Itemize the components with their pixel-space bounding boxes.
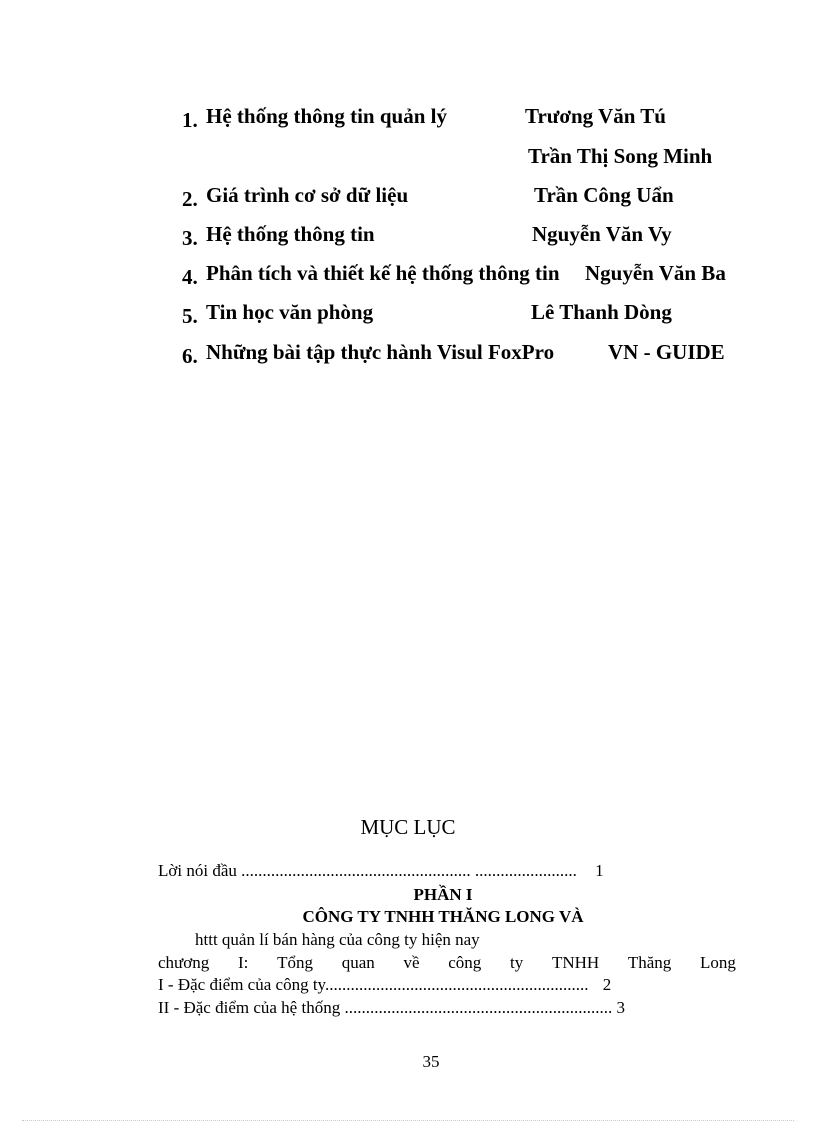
- toc-entry-label: Lời nói đầu: [158, 861, 237, 880]
- chapter-word: Long: [700, 953, 736, 972]
- reference-number: 2.: [182, 187, 198, 211]
- toc-page-number: 2: [602, 975, 612, 994]
- chapter-word: về: [403, 953, 420, 972]
- reference-author: Trần Công Uẩn: [534, 183, 674, 207]
- reference-title: Phân tích và thiết kế hệ thống thông tin: [206, 261, 560, 285]
- part-title: PHẦN I: [413, 885, 473, 904]
- toc-item: [158, 998, 625, 1018]
- reference-author: Trần Thị Song Minh: [528, 144, 713, 168]
- reference-author: Trương Văn Tú: [525, 104, 666, 128]
- chapter-word: quan: [341, 953, 375, 972]
- toc-page-number: 1: [595, 861, 604, 880]
- toc-item: [158, 975, 611, 995]
- reference-author: VN - GUIDE: [608, 340, 725, 364]
- reference-number: 1.: [182, 108, 198, 132]
- toc-preface-line: [158, 861, 604, 881]
- reference-number: 6.: [182, 344, 198, 368]
- reference-number: 4.: [182, 265, 198, 289]
- chapter-word: công: [448, 953, 482, 972]
- toc-entry-label: I - Đặc điểm của công ty: [158, 975, 325, 994]
- toc-entry-label: II - Đặc điểm của hệ thống: [158, 998, 341, 1017]
- reference-title: Hệ thống thông tin quản lý: [206, 104, 447, 128]
- reference-author: Nguyễn Văn Ba: [585, 261, 726, 285]
- reference-title: Những bài tập thực hành Visul FoxPro: [206, 340, 555, 364]
- reference-title: Tin học văn phòng: [206, 300, 374, 324]
- toc-leader-dots: ...................................................... ........................: [241, 861, 577, 880]
- chapter-word: ty: [509, 953, 524, 972]
- reference-number: 5.: [182, 304, 198, 328]
- reference-title: Hệ thống thông tin: [206, 222, 375, 246]
- chapter-word: I:: [237, 953, 249, 972]
- chapter-word: TNHH: [551, 953, 600, 972]
- part-subtitle-continued: httt quản lí bán hàng của công ty hiện nay: [195, 930, 480, 949]
- page-bottom-rule: [22, 1120, 794, 1121]
- reference-author: Lê Thanh Dòng: [531, 300, 672, 324]
- chapter-word: chương: [158, 953, 210, 972]
- toc-title: MỤC LỤC: [360, 815, 456, 839]
- reference-number: 3.: [182, 226, 198, 250]
- chapter-word: Thăng: [627, 953, 672, 972]
- part-subtitle: CÔNG TY TNHH THĂNG LONG VÀ: [302, 907, 584, 926]
- page-number: 35: [422, 1052, 440, 1071]
- toc-page-number: 3: [616, 998, 625, 1017]
- reference-author: Nguyễn Văn Vy: [532, 222, 672, 246]
- toc-leader-dots: ..............................................................: [324, 975, 589, 994]
- toc-leader-dots: ...............................................................: [344, 998, 613, 1017]
- chapter-word: Tổng: [277, 953, 313, 972]
- chapter-heading: [158, 953, 736, 973]
- reference-title: Giá trình cơ sở dữ liệu: [206, 183, 409, 207]
